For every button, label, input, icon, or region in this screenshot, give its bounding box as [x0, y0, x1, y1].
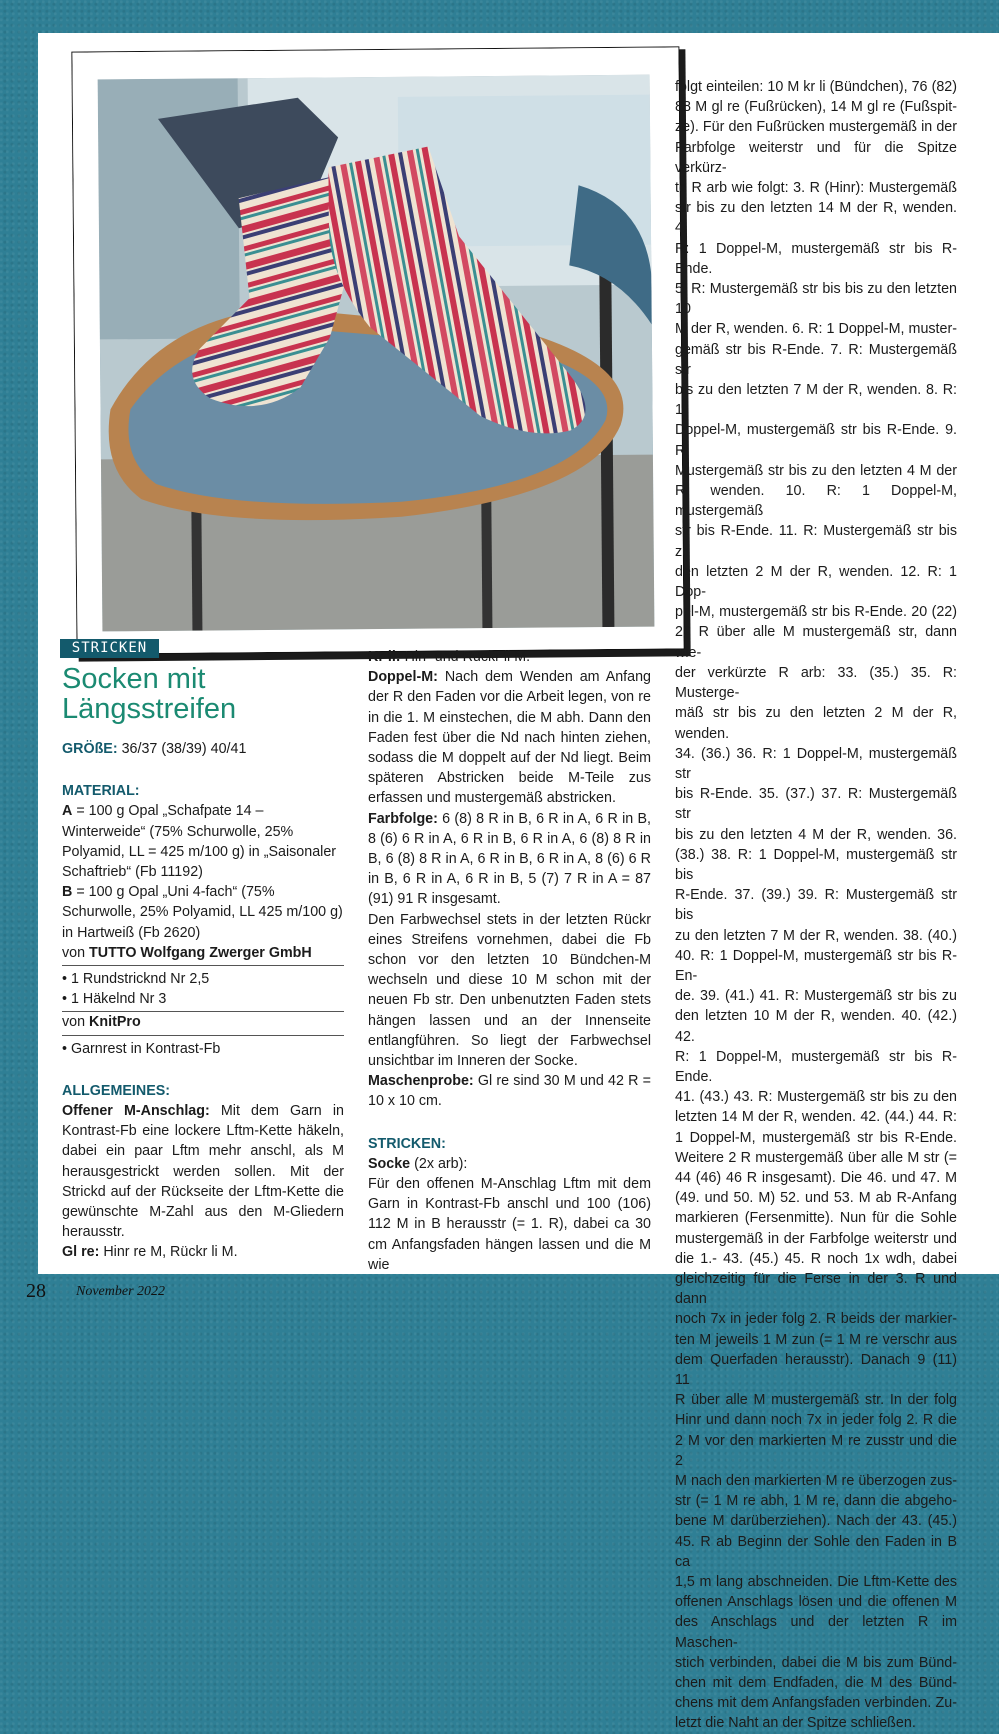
column-3-line: R: 1 Doppel-M, mustergemäß str bis R-Ende. — [675, 1048, 957, 1085]
column-3-line: ten M jeweils 1 M zun (= 1 M re verschr aus — [675, 1331, 957, 1348]
column-3-line: 5. R: Mustergemäß str bis bis zu den letzten 10 — [675, 281, 957, 318]
socke-line — [368, 1154, 651, 1174]
column-3-line: bene M darüberziehen). Nach der 43. (45.) — [675, 1513, 957, 1530]
column-3-line: R: 1 Doppel-M, mustergemäß str bis R-Ende. — [675, 240, 957, 277]
column-3-line: 1,5 m lang abschneiden. Die Lftm-Kette des — [675, 1574, 957, 1591]
column-3-line: des Anschlags und der letzten R im Maschen- — [675, 1614, 957, 1651]
column-3-line: chens mit dem Anfangsfaden verbinden. Zu- — [675, 1695, 957, 1712]
column-3-line: bis zu den letzten 7 M der R, wenden. 8. R: 1 — [675, 382, 957, 419]
krli-label: Kr li: — [368, 649, 401, 665]
material-a-text: = 100 g Opal „Schafpate 14 – Winterweide“ (75% Schurwolle, 25% Polyamid, LL = 425 m/100 g) in „Saisonaler Schaftrieb“ (Fb 11192) — [62, 803, 337, 881]
column-3-line: R-Ende. 37. (39.) 39. R: Mustergemäß str bis — [675, 887, 957, 924]
offener-anschlag — [62, 1101, 344, 1242]
column-3-line: Mustergemäß str bis zu den letzten 4 M der — [675, 462, 957, 479]
column-3-line: Doppel-M, mustergemäß str bis R-Ende. 9. R: — [675, 422, 957, 459]
column-3-line: markieren (Fersenmitte). Nun für die Sohle — [675, 1210, 957, 1227]
supplier-2 — [62, 1012, 344, 1035]
knitting-para-1: Für den offenen M-Anschlag Lftm mit dem Garn in Kontrast-Fb anschl und 100 (106) 112 M in B herausstr (= 1. R), dabei ca 30 cm Anfangsfaden hängen lassen und die M wie — [368, 1176, 651, 1273]
doppel-text: Nach dem Wenden am Anfang der R den Faden vor die Arbeit legen, von re in die 1. M einstechen, die M abh. Dann den Faden fest über die Nd nach hinten ziehen, sodass die M doppelt auf der Nd liegt. Beim späteren Abstricken beide M-Teile zus erfassen und mustergemäß abstricken. — [368, 669, 652, 807]
glre-label: Gl re: — [62, 1244, 100, 1261]
column-3-line: 44 (46) 46 R insgesamt). Die 46. und 47. M — [675, 1169, 957, 1186]
doppel-masche — [368, 667, 651, 808]
krli-text: Hin- und Rückr li M. — [404, 649, 531, 665]
socke-label: Socke — [368, 1155, 411, 1172]
column-3-line: (38.) 38. R: 1 Doppel-M, mustergemäß str bis — [675, 846, 957, 883]
general-heading: ALLGEMEINES: — [62, 1082, 171, 1099]
column-3-line: 88 M gl re (Fußrücken), 14 M gl re (Fußspit- — [675, 99, 957, 116]
glre-text: Hinr re M, Rückr li M. — [103, 1244, 238, 1261]
material-b-text: = 100 g Opal „Uni 4-fach“ (75% Schurwolle, 25% Polyamid, LL 425 m/100 g) in Hartweiß (Fb 2620) — [62, 884, 343, 941]
title-line-2: Längsstreifen — [62, 693, 237, 725]
column-3-line: gemäß str bis R-Ende. 7. R: Mustergemäß str — [675, 341, 957, 378]
column-3-line: 2 M vor den markierten M re zusstr und die 2 — [675, 1432, 957, 1469]
title-line-1: Socken mit — [62, 663, 206, 695]
page-number: 28 — [26, 1280, 46, 1302]
column-3-line: 40. R: 1 Doppel-M, mustergemäß str bis R-En- — [675, 947, 957, 984]
column-3-line: der verkürzte R arb: 33. (35.) 35. R: Musterge- — [675, 664, 957, 702]
column-3-line: den letzten 10 M der R, wenden. 40. (42.) 42. — [675, 1008, 957, 1045]
knitting-heading: STRICKEN: — [368, 1135, 446, 1152]
glatt-rechts — [62, 1242, 344, 1262]
material-heading: MATERIAL: — [62, 783, 140, 800]
tool-item-2: • 1 Häkelnd Nr 3 — [62, 989, 344, 1012]
column-3-line: mäß str bis zu den letzten 2 M der R, wenden. — [675, 705, 957, 742]
column-2 — [368, 647, 651, 1275]
column-3-line: dem Querfaden herausstr). Danach 9 (11) 11 — [675, 1351, 957, 1388]
supplier-2-brand: KnitPro — [89, 1014, 141, 1031]
column-3-line: 22 R über alle M mustergemäß str, dann wie- — [675, 624, 957, 661]
column-3-line: de. 39. (41.) 41. R: Mustergemäß str bis zu — [675, 988, 957, 1005]
column-3-line: gleichzeitig für die Ferse in der 3. R und dann — [675, 1270, 957, 1308]
column-3-line: 1 Doppel-M, mustergemäß str bis R-Ende. — [675, 1129, 957, 1146]
farbfolge — [368, 809, 651, 910]
column-3-line: den letzten 2 M der R, wenden. 12. R: 1 Dop- — [675, 563, 957, 601]
column-3-line: folgt einteilen: 10 M kr li (Bündchen), 76 (82) — [675, 79, 957, 95]
column-3-line: die 1.- 43. (45.) 45. R noch 1x wdh, dabei — [675, 1250, 957, 1267]
column-3-line: stich verbinden, dabei die M bis zum Bünd- — [675, 1654, 957, 1671]
farbfolge-text: 6 (8) 8 R in B, 6 R in A, 6 R in B, 8 (6) 6 R in A, 6 R in B, 6 R in A, 6 (8) 8 R in B, 6 (8) 8 R in A, 6 R in B, 6 R in A, 8 (6) 6 R in B, 6 R in A, 6 R in B, 5 (7) 7 R in A = 87 (91) 91 R insgesamt. — [368, 810, 651, 908]
issue-date: November 2022 — [76, 1284, 166, 1299]
column-3-line: mustergemäß in der Farbfolge weiterstr und — [675, 1230, 957, 1247]
tool-item-1: • 1 Rundstricknd Nr 2,5 — [62, 971, 210, 988]
column-3-line: R über alle M mustergemäß str. In der folg — [675, 1392, 957, 1409]
offener-label: Offener M-Anschlag: — [62, 1103, 210, 1120]
column-3-line: letzt die Naht an der Spitze schließen. — [675, 1715, 916, 1732]
doppel-label: Doppel-M: — [368, 669, 438, 686]
column-1 — [62, 739, 344, 1263]
maschenprobe-text: Gl re sind 30 M und 42 R = 10 x 10 cm. — [368, 1073, 651, 1110]
column-3-line: ze). Für den Fußrücken mustergemäß in der — [675, 119, 957, 136]
offener-text: Mit dem Garn in Kontrast-Fb eine lockere Lftm-Kette häkeln, dabei ein paar Lftm mehr anschl, als M herausgestrickt werden sollen. Mit der Strickd auf der Rückseite der Lftm-Kette die gewünschte M-Zahl aus den M-Gliedern herausstr. — [62, 1103, 344, 1241]
size-label: GRÖßE: — [62, 741, 118, 757]
size-value: 36/37 (38/39) 40/41 — [121, 741, 247, 757]
tool-item-3: • Garnrest in Kontrast-Fb — [62, 1040, 221, 1057]
socke-suffix: (2x arb): — [414, 1155, 468, 1172]
column-3-line: str (= 1 M re abh, 1 M re, dann die abgeho- — [675, 1493, 957, 1510]
column-3-line: str bis R-Ende. 11. R: Mustergemäß str bis zu — [675, 523, 957, 560]
column-3-line: M der R, wenden. 6. R: 1 Doppel-M, muster- — [675, 321, 957, 338]
column-3-line: offenen Anschlags lösen und die offenen M — [675, 1594, 957, 1611]
sock-photo — [98, 75, 655, 632]
column-3-line: letzten 14 M der R, wenden. 42. (44.) 44. R: — [675, 1109, 957, 1126]
section-tag: STRICKEN — [60, 639, 159, 658]
column-3-line: zu den letzten 7 M der R, wenden. 38. (40.) — [675, 927, 957, 944]
supplier-1 — [62, 943, 344, 966]
column-3-line: M nach den markierten M re überzogen zus- — [675, 1473, 957, 1490]
supplier-1-brand: TUTTO Wolfgang Zwerger GmbH — [89, 944, 312, 961]
maschenprobe — [368, 1071, 651, 1111]
column-3-line: Farbfolge weiterstr und für die Spitze verkürz- — [675, 139, 957, 176]
sock-illustration — [98, 75, 655, 632]
kraus-links — [368, 647, 651, 667]
column-3-line: (49. und 50. M) 52. und 53. M ab R-Anfang — [675, 1190, 957, 1207]
column-3-line: bis zu den letzten 4 M der R, wenden. 36. — [675, 826, 957, 843]
material-b-label: B — [62, 884, 73, 901]
material-a-label: A — [62, 803, 73, 820]
column-3-line: pel-M, mustergemäß str bis R-Ende. 20 (22) — [675, 604, 957, 621]
column-3-line: noch 7x in jeder folg 2. R beids der markier- — [675, 1311, 957, 1328]
size-line — [62, 739, 344, 759]
supplier-1-prefix: von — [62, 944, 86, 961]
column-3-line: 45. R ab Beginn der Sohle den Faden in B ca — [675, 1533, 957, 1570]
photo-frame — [72, 47, 683, 653]
column-3-line: bis R-Ende. 35. (37.) 37. R: Mustergemäß str — [675, 786, 957, 823]
farbfolge-label: Farbfolge: — [368, 810, 438, 827]
column-3-line: chen mit dem Endfaden, die M des Bünd- — [675, 1675, 957, 1692]
column-3-line: Weitere 2 R mustergemäß über alle M str (= — [675, 1149, 957, 1166]
column-3-line: te R arb wie folgt: 3. R (Hinr): Mustergemäß — [675, 180, 957, 197]
material-a — [62, 801, 344, 882]
article-title — [62, 664, 322, 724]
maschenprobe-label: Maschenprobe: — [368, 1073, 474, 1090]
column-3-line: R, wenden. 10. R: 1 Doppel-M, mustergemäß — [675, 483, 957, 520]
column-3-line: 41. (43.) 43. R: Mustergemäß str bis zu den — [675, 1089, 957, 1106]
column-3-line: str bis zu den letzten 14 M der R, wenden. 4. — [675, 200, 957, 237]
column-3-line: 34. (36.) 36. R: 1 Doppel-M, mustergemäß str — [675, 745, 957, 782]
material-b — [62, 882, 344, 943]
farbwechsel: Den Farbwechsel stets in der letzten Rückr eines Streifens vornehmen, dabei die Fb schon vor den letzten 10 Bündchen-M wechseln und diese 10 M schon mit der neuen Fb str. Den unbenutzten Faden stets hängen lassen und an der Innenseite entlangführen. So liegt der Farbwechsel unsichtbar im Inneren der Socke. — [368, 911, 651, 1070]
column-3 — [675, 77, 957, 1734]
supplier-2-prefix: von — [62, 1014, 86, 1031]
column-3-line: Hinr und dann noch 7x in jeder folg 2. R die — [675, 1412, 957, 1429]
